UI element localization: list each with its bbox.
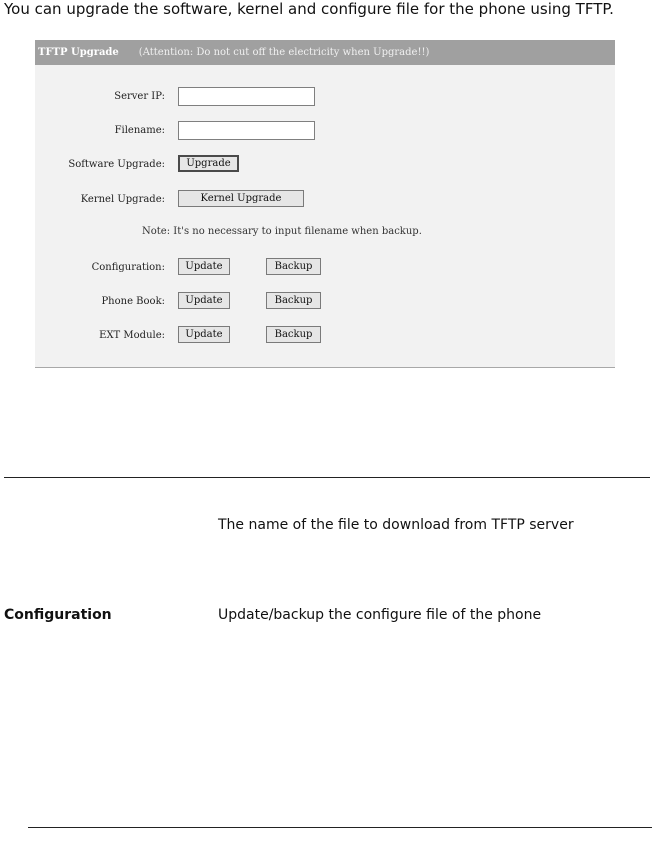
configuration-term: Configuration (4, 607, 112, 623)
ext-module-backup-button[interactable]: Backup (266, 326, 321, 343)
filename-description: The name of the file to download from TFTP server (218, 517, 574, 533)
section-divider-bottom (28, 827, 652, 828)
kernel-upgrade-button[interactable]: Kernel Upgrade (178, 190, 304, 207)
software-upgrade-button[interactable]: Upgrade (178, 155, 239, 172)
server-ip-label: Server IP: (114, 91, 165, 102)
server-ip-input[interactable] (178, 87, 315, 106)
configuration-row (35, 258, 615, 280)
phone-book-update-button[interactable]: Update (178, 292, 230, 309)
filename-label: Filename: (114, 125, 165, 136)
phone-book-backup-button[interactable]: Backup (266, 292, 321, 309)
configuration-backup-button[interactable]: Backup (266, 258, 321, 275)
panel-header (35, 40, 615, 65)
panel-title: TFTP Upgrade (38, 47, 119, 58)
kernel-upgrade-label: Kernel Upgrade: (80, 194, 165, 205)
configuration-label: Configuration: (91, 262, 165, 273)
configuration-description: Update/backup the configure file of the phone (218, 607, 542, 623)
server-ip-row (35, 87, 615, 109)
configuration-update-button[interactable]: Update (178, 258, 230, 275)
ext-module-update-button[interactable]: Update (178, 326, 230, 343)
software-upgrade-label: Software Upgrade: (68, 159, 165, 170)
filename-row (35, 121, 615, 143)
backup-note: Note: It's no necessary to input filename when backup. (142, 226, 422, 237)
intro-text: You can upgrade the software, kernel and configure file for the phone using TFTP. (4, 0, 614, 18)
attention-note: (Attention: Do not cut off the electricity when Upgrade!!) (138, 47, 430, 58)
software-upgrade-row (35, 155, 615, 177)
phone-book-label: Phone Book: (101, 296, 165, 307)
kernel-upgrade-row (35, 190, 615, 212)
filename-input[interactable] (178, 121, 315, 140)
phone-book-row (35, 292, 615, 314)
ext-module-row (35, 326, 615, 348)
section-divider-top (4, 477, 650, 478)
tftp-upgrade-panel (35, 40, 615, 368)
ext-module-label: EXT Module: (99, 330, 165, 341)
